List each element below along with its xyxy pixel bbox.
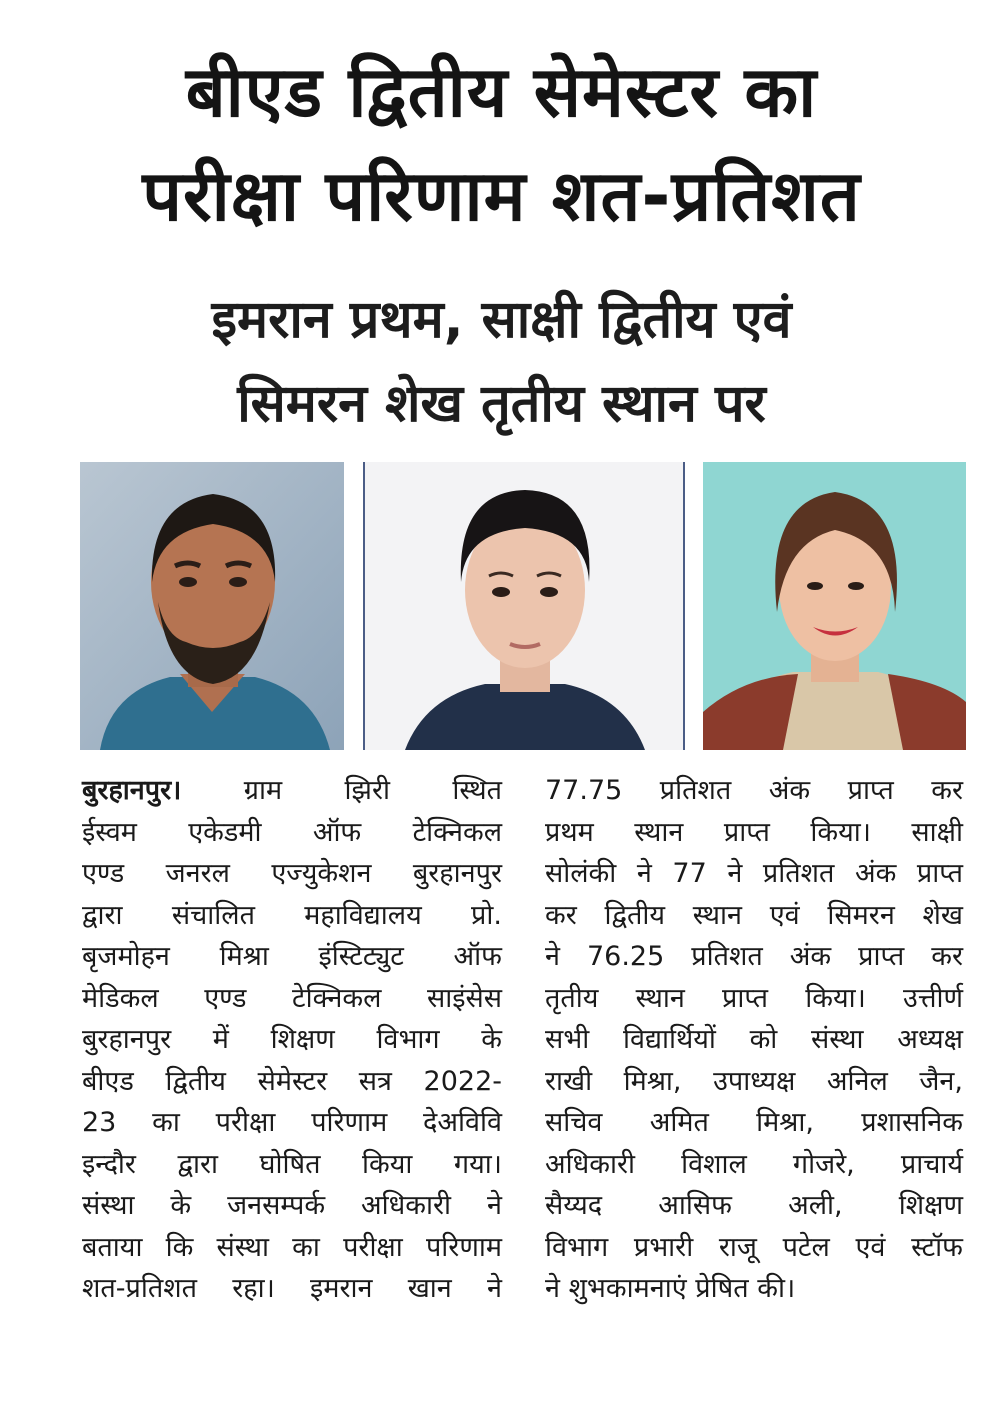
article-line: बताया कि संस्था का परीक्षा परिणाम (82, 1231, 502, 1263)
article-line: द्वारा संचालित महाविद्यालय प्रो. (82, 899, 502, 931)
portrait-man-image (80, 462, 344, 750)
article-line: बृजमोहन मिश्रा इंस्टिट्युट ऑफ (82, 941, 502, 972)
article-column-left (82, 770, 502, 1310)
article-line: विभाग प्रभारी राजू पटेल एवं स्टॉफ (545, 1231, 963, 1263)
article-line: 23 का परीक्षा परिणाम देअविवि (82, 1107, 502, 1138)
headline (0, 40, 1003, 248)
article-line: बीएड द्वितीय सेमेस्टर सत्र 2022- (82, 1065, 502, 1097)
article-line: ने शुभकामनाएं प्रेषित की। (545, 1273, 796, 1304)
photo-sakshi-solanki (363, 462, 685, 750)
article-line: इन्दौर द्वारा घोषित किया गया। (82, 1148, 502, 1180)
article-line: राखी मिश्रा, उपाध्यक्ष अनिल जैन, (545, 1065, 963, 1097)
article-line: 77.75 प्रतिशत अंक प्राप्त कर (545, 775, 963, 806)
subheadline (0, 278, 1003, 446)
article-line: सभी विद्यार्थियों को संस्था अध्यक्ष (545, 1024, 963, 1055)
article-line: अधिकारी विशाल गोजरे, प्राचार्य (545, 1148, 963, 1180)
portrait-smiling-woman-image (703, 462, 966, 750)
article-line: सोलंकी ने 77 ने प्रतिशत अंक प्राप्त (545, 858, 963, 889)
photo-imran-khan (80, 462, 344, 750)
article-line: बुरहानपुर में शिक्षण विभाग के (82, 1024, 502, 1055)
subheadline-line-2: सिमरन शेख तृतीय स्थान पर (237, 374, 766, 434)
article-line: प्रथम स्थान प्राप्त किया। साक्षी (545, 816, 963, 848)
headline-line-2: परीक्षा परिणाम शत-प्रतिशत (142, 155, 861, 237)
photo-strip (80, 462, 966, 750)
article-line: सैय्यद आसिफ अली, शिक्षण (545, 1190, 963, 1221)
headline-line-1: बीएड द्वितीय सेमेस्टर का (185, 51, 818, 133)
dateline: बुरहानपुर। (82, 775, 182, 806)
subheadline-line-1: इमरान प्रथम, साक्षी द्वितीय एवं (211, 290, 792, 350)
article-line: सचिव अमित मिश्रा, प्रशासनिक (545, 1107, 963, 1138)
article-line: शत-प्रतिशत रहा। इमरान खान ने (82, 1273, 502, 1304)
article-line: तृतीय स्थान प्राप्त किया। उत्तीर्ण (545, 982, 963, 1014)
article-line: मेडिकल एण्ड टेक्निकल साइंसेस (82, 982, 502, 1014)
article-line: संस्था के जनसम्पर्क अधिकारी ने (82, 1190, 502, 1221)
article-line-text: ग्राम झिरी स्थित (181, 775, 502, 806)
article-column-right (545, 770, 963, 1310)
article-line (82, 770, 502, 812)
article-line: कर द्वितीय स्थान एवं सिमरन शेख (545, 899, 963, 931)
article-line: एण्ड जनरल एज्युकेशन बुरहानपुर (82, 858, 502, 889)
photo-simran-shekh (703, 462, 966, 750)
portrait-woman-image (365, 462, 683, 750)
article-line: ईस्वम एकेडमी ऑफ टेक्निकल (82, 816, 502, 848)
article-line: ने 76.25 प्रतिशत अंक प्राप्त कर (545, 941, 963, 972)
